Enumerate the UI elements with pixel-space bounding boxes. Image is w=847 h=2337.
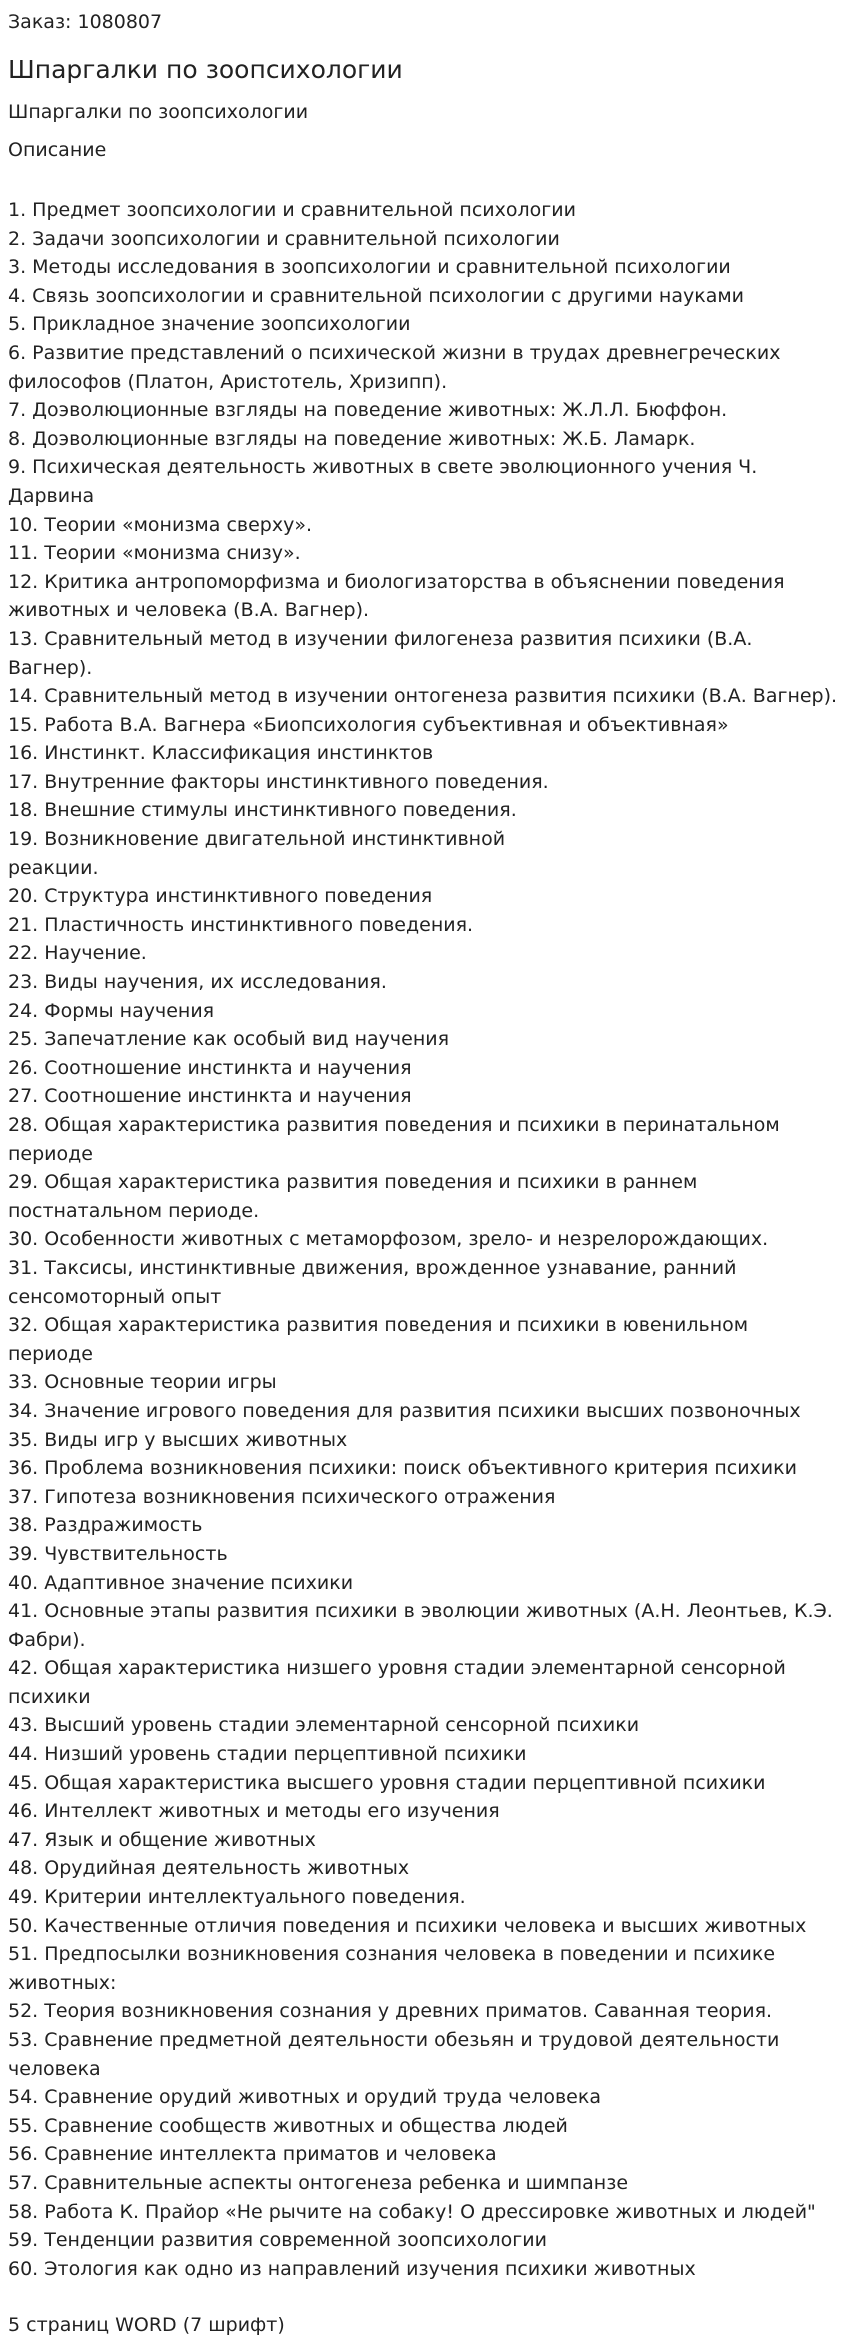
list-item: 47. Язык и общение животных (8, 1828, 316, 1851)
list-item: 7. Доэволюционные взгляды на поведение животных: Ж.Л.Л. Бюффон. (8, 399, 728, 422)
list-item: 43. Высший уровень стадии элементарной сенсорной психики (8, 1714, 640, 1737)
list-item: 24. Формы научения (8, 999, 215, 1022)
list-item: 50. Качественные отличия поведения и психики человека и высших животных (8, 1914, 807, 1937)
list-item: 52. Теория возникновения сознания у древних приматов. Саванная теория. (8, 2000, 773, 2023)
list-item: 40. Адаптивное значение психики (8, 1571, 354, 1594)
order-number: Заказ: 1080807 (8, 11, 163, 33)
list-item: 48. Орудийная деятельность животных (8, 1857, 410, 1880)
list-item: 57. Сравнительные аспекты онтогенеза ребенка и шимпанзе (8, 2171, 629, 2194)
list-item: 20. Структура инстинктивного поведения (8, 885, 433, 908)
list-item: 27. Соотношение инстинкта и научения (8, 1085, 412, 1108)
list-item: 53. Сравнение предметной деятельности обезьян и трудовой деятельности человека (8, 2029, 780, 2080)
list-item: 21. Пластичность инстинктивного поведения. (8, 913, 474, 936)
list-item: 6. Развитие представлений о психической жизни в трудах древнегреческих философов (Платон, Аристотель, Хризипп). (8, 341, 781, 393)
list-item: 11. Теории «монизма снизу». (8, 542, 301, 565)
list-item: 54. Сравнение орудий животных и орудий труда человека (8, 2086, 601, 2109)
list-item: 1. Предмет зоопсихологии и сравнительной психологии (8, 199, 576, 221)
list-item: 4. Связь зоопсихологии и сравнительной психологии с другими науками (8, 284, 745, 307)
list-item: 41. Основные этапы развития психики в эволюции животных (А.Н. Леонтьев, К.Э. Фабри). (8, 1600, 833, 1651)
list-item: 22. Научение. (8, 942, 147, 965)
list-item: 25. Запечатление как особый вид научения (8, 1028, 450, 1051)
list-item: 33. Основные теории игры (8, 1371, 277, 1394)
list-item: 58. Работа К. Прайор «Не рычите на собаку! О дрессировке животных и людей" (8, 2200, 816, 2223)
list-item: 17. Внутренние факторы инстинктивного поведения. (8, 770, 549, 793)
list-item: 3. Методы исследования в зоопсихологии и сравнительной психологии (8, 256, 731, 279)
list-item: 31. Таксисы, инстинктивные движения, врожденное узнавание, ранний сенсомоторный опыт (8, 1256, 737, 1308)
list-item: 42. Общая характеристика низшего уровня стадии элементарной сенсорной психики (8, 1657, 786, 1708)
list-item: 8. Доэволюционные взгляды на поведение животных: Ж.Б. Ламарк. (8, 427, 696, 450)
list-item: 15. Работа В.А. Вагнера «Биопсихология субъективная и объективная» (8, 713, 729, 736)
list-item: 18. Внешние стимулы инстинктивного поведения. (8, 799, 517, 822)
list-item: 59. Тенденции развития современной зоопсихологии (8, 2229, 547, 2252)
list-item: 39. Чувствительность (8, 1542, 228, 1565)
list-item: 46. Интеллект животных и методы его изучения (8, 1800, 500, 1823)
list-item: 16. Инстинкт. Классификация инстинктов (8, 742, 434, 765)
list-item: 45. Общая характеристика высшего уровня стадии перцептивной психики (8, 1771, 766, 1794)
page-title: Шпаргалки по зоопсихологии (8, 55, 403, 84)
page-count-note: 5 страниц WORD (7 шрифт) (8, 2314, 285, 2337)
list-item: 5. Прикладное значение зоопсихологии (8, 313, 411, 336)
list-item: 35. Виды игр у высших животных (8, 1428, 348, 1451)
list-item: 38. Раздражимость (8, 1514, 203, 1537)
list-item: 14. Сравнительный метод в изучении онтогенеза развития психики (В.А. Вагнер). (8, 685, 838, 708)
list-item: 49. Критерии интеллектуального поведения. (8, 1886, 466, 1909)
list-item: 36. Проблема возникновения психики: поиск объективного критерия психики (8, 1457, 797, 1480)
list-item: 34. Значение игрового поведения для развития психики высших позвоночных (8, 1399, 801, 1422)
list-item: 60. Этология как одно из направлений изучения психики животных (8, 2257, 696, 2280)
list-item: 10. Теории «монизма сверху». (8, 513, 312, 536)
list-item: 19. Возникновение двигательной инстинктивной реакции. (8, 828, 506, 879)
list-item: 28. Общая характеристика развития поведения и психики в перинатальном периоде (8, 1114, 780, 1165)
list-item: 56. Сравнение интеллекта приматов и человека (8, 2143, 497, 2166)
description-heading: Описание (8, 139, 107, 161)
list-item: 29. Общая характеристика развития поведения и психики в раннем постнатальном периоде. (8, 1171, 698, 1222)
list-item: 51. Предпосылки возникновения сознания человека в поведении и психике животных: (8, 1943, 776, 1994)
topic-list (8, 196, 839, 2283)
list-item: 23. Виды научения, их исследования. (8, 971, 387, 994)
list-item: 13. Сравнительный метод в изучении филогенеза развития психики (В.А. Вагнер). (8, 627, 753, 679)
list-item: 32. Общая характеристика развития поведения и психики в ювенильном периоде (8, 1314, 749, 1365)
list-item: 9. Психическая деятельность животных в свете эволюционного учения Ч. Дарвина (8, 456, 758, 507)
list-item: 37. Гипотеза возникновения психического отражения (8, 1485, 556, 1508)
list-item: 2. Задачи зоопсихологии и сравнительной психологии (8, 227, 560, 250)
list-item: 30. Особенности животных с метаморфозом, зрело- и незрелорождающих. (8, 1228, 769, 1251)
list-item: 44. Низший уровень стадии перцептивной психики (8, 1743, 527, 1766)
list-item: 55. Сравнение сообществ животных и общества людей (8, 2114, 568, 2137)
list-item: 26. Соотношение инстинкта и научения (8, 1056, 412, 1079)
list-item: 12. Критика антропоморфизма и биологизаторства в объяснении поведения животных и человека (В.А. Вагнер). (8, 570, 785, 622)
page-subtitle: Шпаргалки по зоопсихологии (8, 101, 309, 123)
